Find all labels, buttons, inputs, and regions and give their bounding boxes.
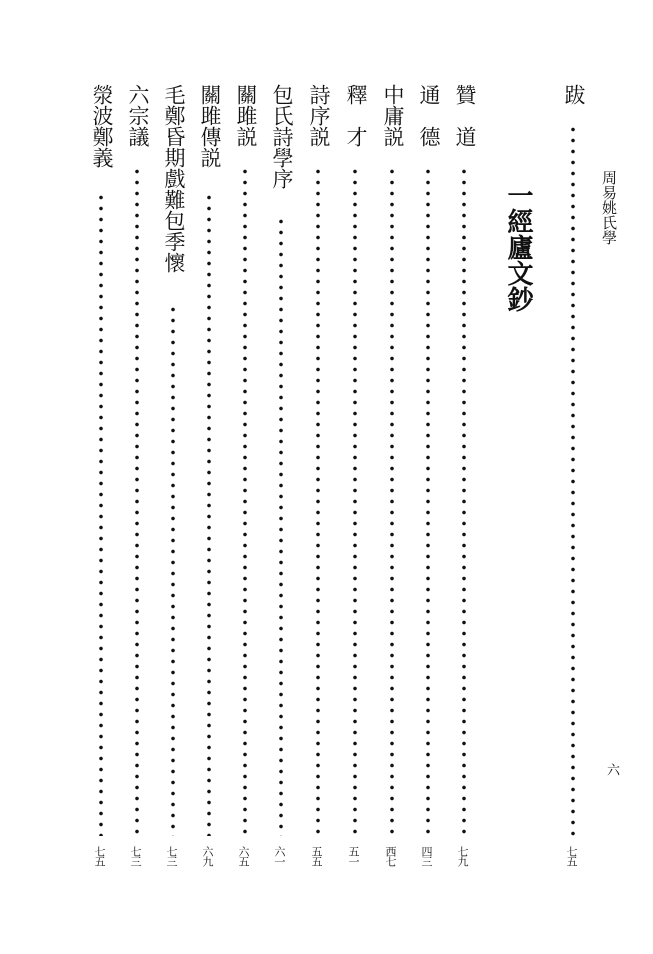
section-title: 一經廬文鈔	[503, 182, 533, 312]
entry-title: 滎波鄭義	[90, 84, 114, 168]
entry-page: 六九	[201, 846, 214, 866]
folio: 六	[604, 763, 619, 776]
entry-title: 中庸説	[381, 84, 405, 147]
entry-page: 七五	[565, 846, 578, 866]
dot-leader	[171, 304, 175, 836]
dot-leader	[279, 216, 283, 836]
entry-title: 關雎説	[234, 84, 258, 147]
entry-title: 毛鄭昏期戲難包季懷	[162, 84, 186, 273]
dot-leader	[353, 166, 357, 836]
entry-page: 西七	[384, 846, 397, 866]
dot-leader	[571, 124, 575, 836]
entry-page: 六五	[237, 846, 250, 866]
entry-page: 五一	[347, 846, 360, 866]
dot-leader	[207, 192, 211, 836]
entry-title: 詩序説	[307, 84, 331, 147]
dot-leader	[99, 192, 103, 836]
entry-title: 通 德	[417, 84, 441, 147]
entry-page: 七五	[93, 846, 106, 866]
dot-leader	[462, 166, 466, 836]
entry-title: 包氏詩學序	[270, 84, 294, 189]
entry-page: 四三	[420, 846, 433, 866]
entry-title: 贊 道	[453, 84, 477, 147]
entry-title: 跋	[562, 84, 586, 105]
entry-page: 五五	[310, 846, 323, 866]
dot-leader	[135, 166, 139, 836]
entry-page: 六一	[273, 846, 286, 866]
entry-page: 七三	[165, 846, 178, 866]
entry-title: 釋 才	[344, 84, 368, 147]
dot-leader	[390, 166, 394, 836]
dot-leader	[243, 166, 247, 836]
entry-title: 六宗議	[126, 84, 150, 147]
entry-title: 關雎傳説	[198, 84, 222, 168]
entry-page: 七三	[129, 846, 142, 866]
dot-leader	[316, 166, 320, 836]
entry-page: 七九	[456, 846, 469, 866]
running-head: 周易姚氏學	[600, 170, 618, 245]
dot-leader	[426, 166, 430, 836]
